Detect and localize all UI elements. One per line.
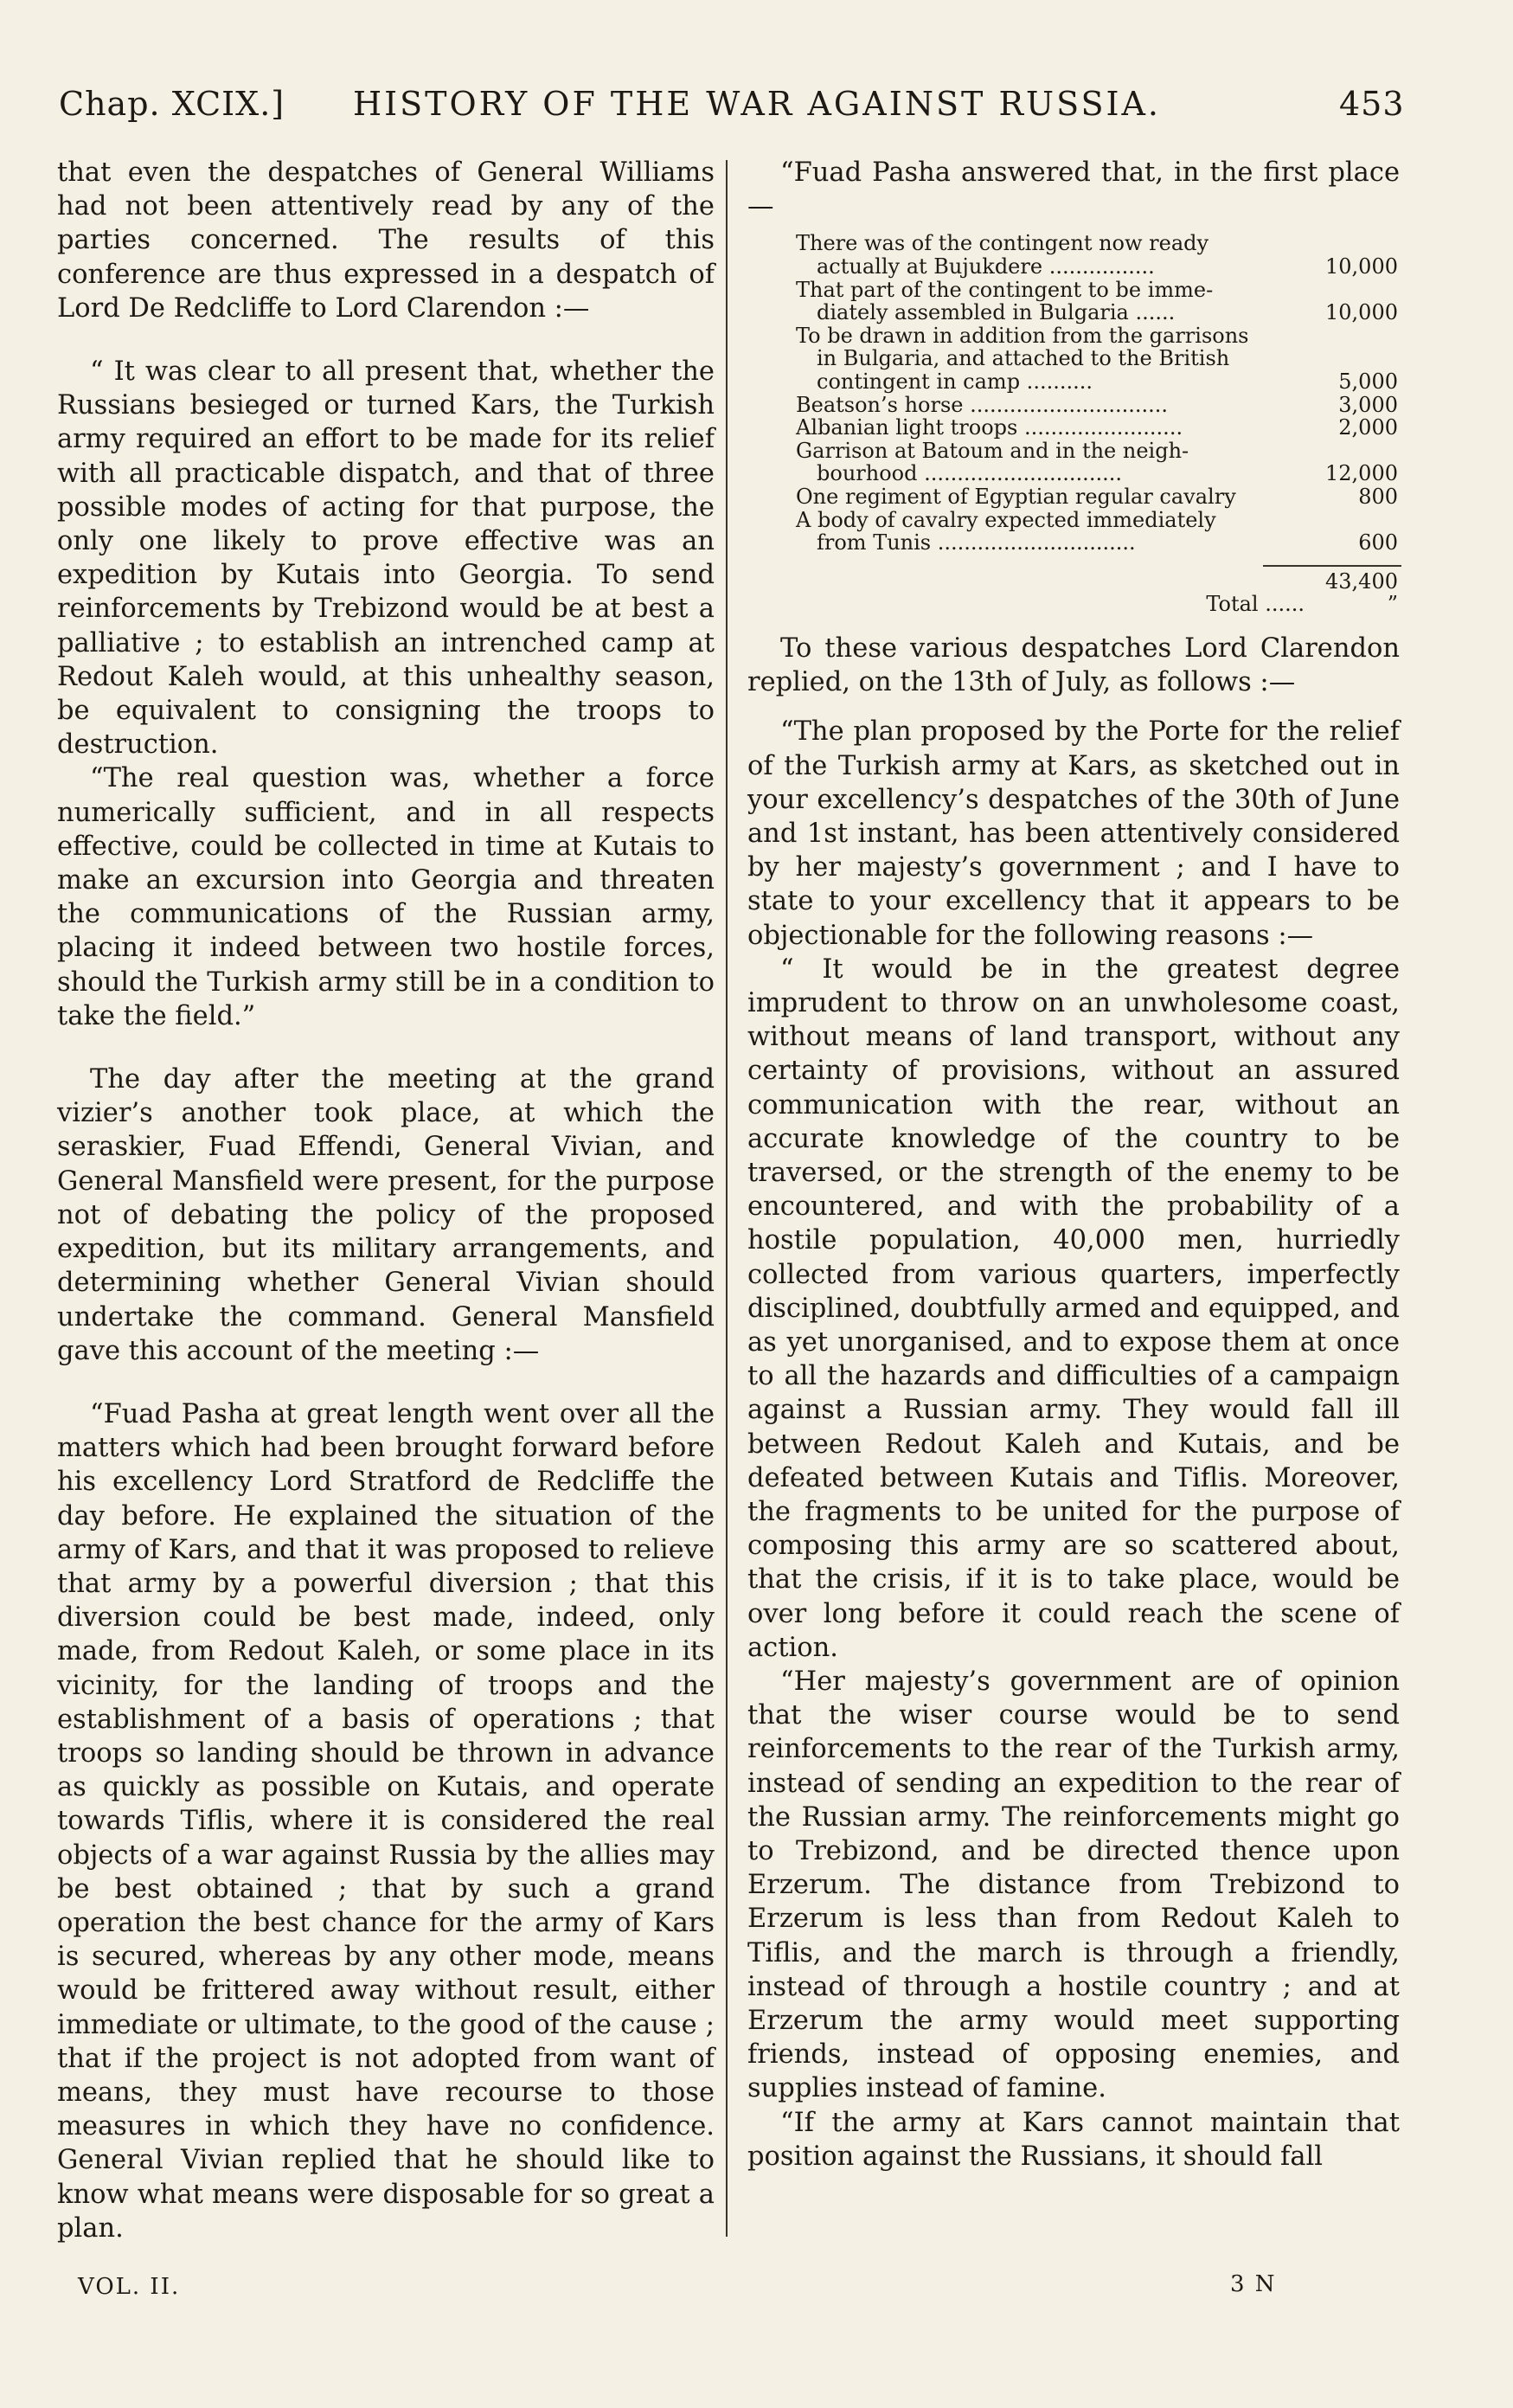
row-label-cont: bourhood ..............................: [817, 461, 1122, 486]
quote-paragraph: “The real question was, whether a force numerically sufficient, and in all respects effective, could be collected in time at Kutais to make an excursion into Georgia and threaten the communications of the Russian army, placing it indeed between two hostile forces, should the Turkish army still be in a condition to take the field.”: [57, 763, 715, 1031]
right-column: [747, 156, 1400, 2174]
row-label: Garrison at Batoum and in the neigh-: [796, 438, 1189, 463]
row-label: There was of the contingent now ready: [796, 231, 1209, 256]
row-value: 600: [1358, 530, 1398, 555]
row-value: 10,000: [1325, 254, 1398, 279]
total-label: Total ......: [1206, 592, 1305, 617]
chapter-label: Chap. XCIX.]: [59, 85, 285, 123]
page-number: 453: [1339, 85, 1405, 123]
row-value: 800: [1358, 484, 1398, 509]
table-row: [796, 509, 1398, 555]
column-divider: [726, 160, 728, 2237]
left-column: [57, 156, 715, 2245]
row-label-cont: from Tunis ..............................: [817, 530, 1136, 555]
paragraph: that even the despatches of General Williams had not been attentively read by any of the parties concerned. The results of this conference are thus expressed in a despatch of Lord De Redcliffe to Lord Clarendon :—: [57, 157, 715, 324]
row-value: 12,000: [1325, 461, 1398, 486]
table-row: [796, 324, 1398, 394]
row-label: A body of cavalry expected immediately: [796, 507, 1216, 532]
row-label-cont: actually at Bujukdere ................: [817, 254, 1155, 279]
total-value: 43,400 ”: [1325, 568, 1398, 617]
paragraph: To these various despatches Lord Clarendon replied, on the 13th of July, as follows :—: [747, 633, 1400, 698]
table-row: [796, 394, 1398, 417]
row-label: One regiment of Egyptian regular cavalry: [796, 484, 1236, 509]
quote-paragraph: “The plan proposed by the Porte for the relief of the Turkish army at Kars, as sketched out in your excellency’s despatches of the 30th of June and 1st instant, has been attentively considered by her majesty’s government ; and I have to state to your excellency that it appears to be objectionable for the following reasons :—: [747, 716, 1400, 951]
quote-paragraph: “ It would be in the greatest degree imprudent to throw on an unwholesome coast, without means of land transport, without any certainty of provisions, without an assured communication with the rear, without an accurate knowledge of the country to be traversed, or the strength of the enemy to be encountered, and with the probability of a hostile population, 40,000 men, hurriedly collected from various quarters, imperfectly disciplined, doubtfully armed and equipped, and as yet unorganised, and to expose them at once to all the hazards and difficulties of a campaign against a Russian army. They would fall ill between Redout Kaleh and Kutais, and be defeated between Kutais and Tiflis. Moreover, the fragments to be united for the purpose of composing this army are so scattered about, that the crisis, if it is to take place, would be over long before it could reach the scene of action.: [747, 954, 1400, 1663]
row-label-cont: in Bulgaria, and attached to the British contingent in camp ..........: [817, 346, 1230, 394]
row-value: 2,000: [1338, 415, 1398, 440]
troop-table: [796, 232, 1398, 616]
row-label-cont: diately assembled in Bulgaria ......: [817, 300, 1176, 325]
row-label: To be drawn in addition from the garrisons: [796, 323, 1249, 348]
table-row: [796, 440, 1398, 485]
quote-paragraph: “ It was clear to all present that, whether the Russians besieged or turned Kars, the Turkish army required an effort to be made for its relief with all practicable dispatch, and that of three possible modes of acting for that purpose, the only one likely to prove effective was an expedition by Kutais into Georgia. To send reinforcements by Trebizond would be at best a palliative ; to establish an intrenched camp at Redout Kaleh would, at this unhealthy season, be equivalent to consigning the troops to destruction.: [57, 356, 715, 761]
quote-paragraph: “If the army at Kars cannot maintain that position against the Russians, it should fall: [747, 2107, 1400, 2172]
volume-label: VOL. II.: [78, 2274, 181, 2300]
table-row: [796, 232, 1398, 278]
signature-mark: 3 N: [1230, 2271, 1277, 2297]
paragraph: The day after the meeting at the grand vizier’s another took place, at which the seraskier, Fuad Effendi, General Vivian, and General Mansfield were present, for the purpose not of debating the policy of the proposed expedition, but its military arrangements, and determining whether General Vivian should undertake the command. General Mansfield gave this account of the meeting :—: [57, 1064, 715, 1366]
quote-paragraph: “Fuad Pasha answered that, in the first place—: [747, 157, 1400, 222]
row-value: 5,000: [1338, 369, 1398, 394]
quote-paragraph: “Fuad Pasha at great length went over all the matters which had been brought forward before his excellency Lord Stratford de Redcliffe the day before. He explained the situation of the army of Kars, and that it was proposed to relieve that army by a powerful diversion ; that this diversion could be best made, indeed, only made, from Redout Kaleh, or some place in its vicinity, for the landing of troops and the establishment of a basis of operations ; that troops so landing should be thrown in advance as quickly as possible on Kutais, and operate towards Tiflis, where it is considered the real objects of a war against Russia by the allies may be best obtained ; that by such a grand operation the best chance for the army of Kars is secured, whereas by any other mode, means would be frittered away without result, either immediate or ultimate, to the good of the cause ; that if the project is not adopted from want of means, they must have recourse to those measures in which they have no confidence. General Vivian replied that he should like to know what means were disposable for so great a plan.: [57, 1398, 715, 2244]
row-value: 3,000: [1338, 392, 1398, 417]
row-value: 10,000: [1325, 300, 1398, 325]
running-title: HISTORY OF THE WAR AGAINST RUSSIA.: [353, 85, 1162, 123]
quote-paragraph: “Her majesty’s government are of opinion that the wiser course would be to send reinforcements to the rear of the Turkish army, instead of sending an expedition to the rear of the Russian army. The reinforcements might go to Trebizond, and be directed thence upon Erzerum. The distance from Trebizond to Erzerum is less than from Redout Kaleh to Tiflis, and the march is through a friendly, instead of through a hostile country ; and at Erzerum the army would meet supporting friends, instead of opposing enemies, and supplies instead of famine.: [747, 1666, 1400, 2104]
row-label: Beatson’s horse ..............................: [796, 392, 1168, 417]
total-rule: [1263, 565, 1401, 567]
row-label: Albanian light troops ........................: [796, 415, 1183, 440]
table-row: [796, 279, 1398, 324]
table-row: [796, 416, 1398, 440]
row-label: That part of the contingent to be imme-: [796, 277, 1214, 302]
table-row: [796, 485, 1398, 509]
total-row: [796, 570, 1398, 616]
